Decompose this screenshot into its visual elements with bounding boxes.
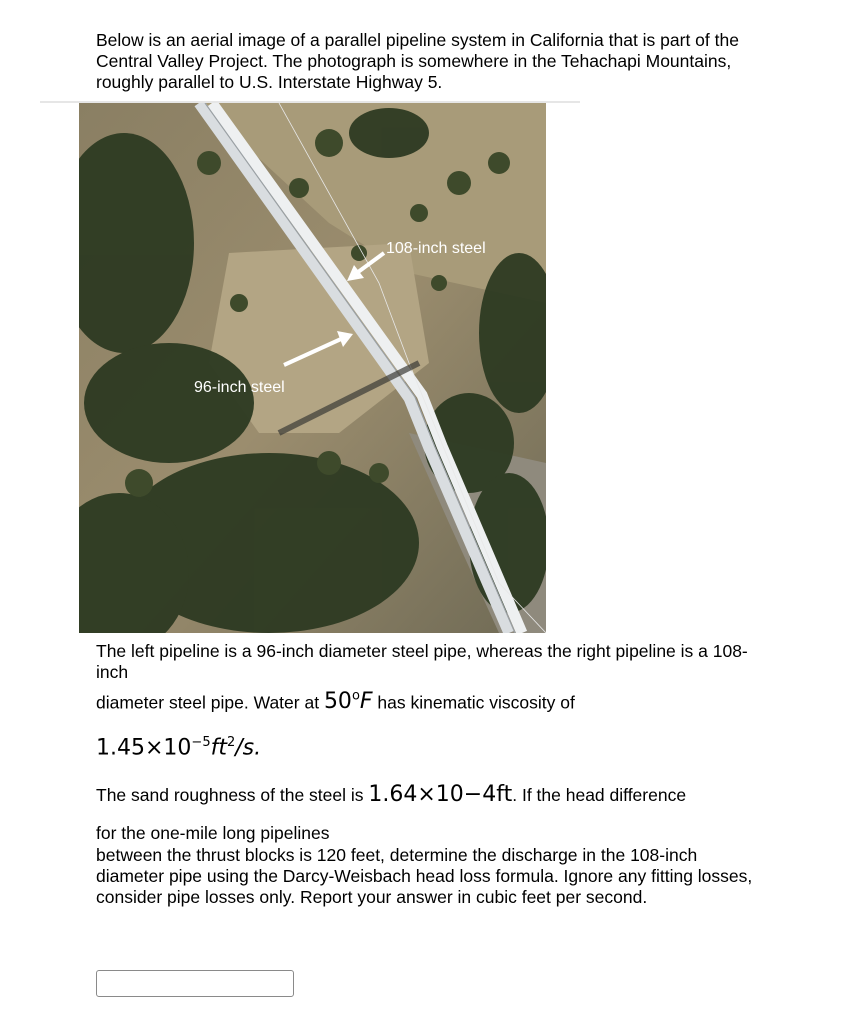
answer-input[interactable] [96, 970, 294, 997]
temperature-intro: diameter steel pipe. Water at [96, 692, 324, 713]
problem-line-2 [96, 686, 776, 713]
roughness-value: 1.64×10−4ft [368, 782, 513, 807]
problem-line-6: between the thrust blocks is 120 feet, determine the discharge in the 108-inch diameter pipe using the Darcy-Weisbach head loss formula. Ignore any fitting losses, consider pipe losses only. Report your answer in cubic feet per second. [96, 845, 753, 907]
label-96-inch-steel: 96-inch steel [194, 379, 285, 396]
viscosity-intro: has kinematic viscosity of [372, 692, 575, 713]
intro-paragraph: Below is an aerial image of a parallel pipeline system in California that is part of the Central Valley Project. The photograph is somewhere in the Tehachapi Mountains, roughly parallel to U.S. Interstate Highway 5. [96, 30, 739, 92]
problem-line-1: The left pipeline is a 96-inch diameter steel pipe, whereas the right pipeline is a 108-inch [96, 641, 748, 682]
problem-line-5: for the one-mile long pipelines [96, 823, 330, 843]
viscosity-value: $1.45\times 10^{-5}ft^2/s$. [96, 735, 262, 761]
aerial-photo [79, 103, 546, 633]
roughness-line: The sand roughness of the steel is 1.64×10−4ft. If the head difference [96, 782, 687, 807]
label-108-inch-steel: 108-inch steel [386, 240, 486, 257]
temperature-value: 50$^o$F [323, 689, 373, 715]
